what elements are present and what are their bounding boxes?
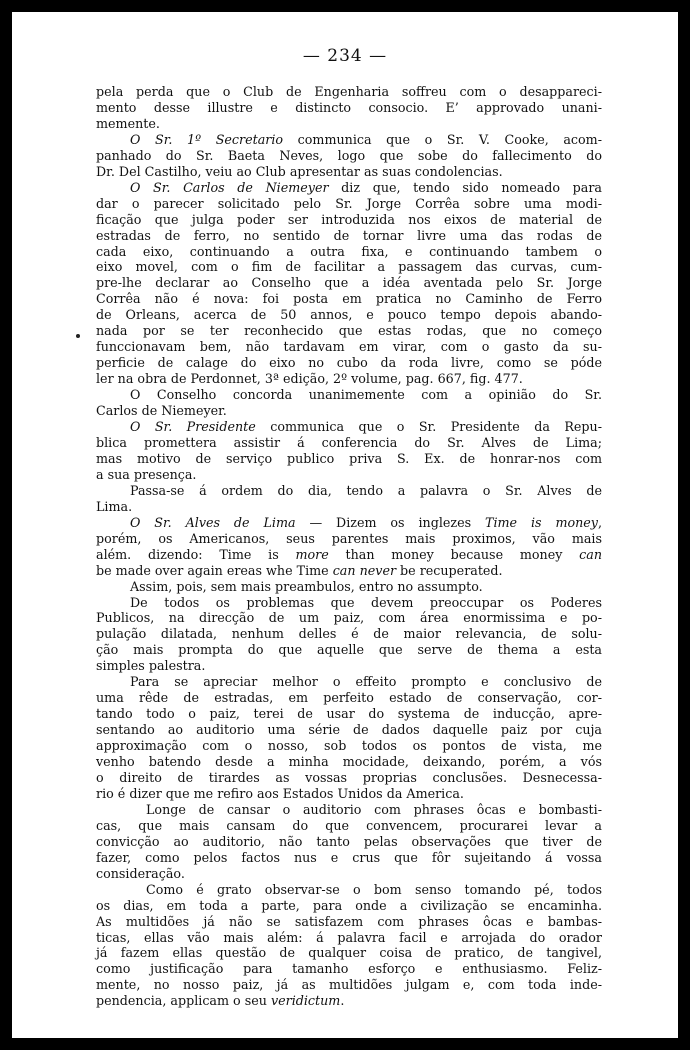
text-line: o direito de tirardes as vossas proprias conclusões. Desnecessa- (96, 769, 602, 785)
text-line: De todos os problemas que devem preoccupar os Poderes (130, 594, 602, 610)
text-line: Como é grato observar-se o bom senso tomando pé, todos (146, 881, 602, 897)
paragraph (96, 419, 602, 483)
text-line: ler na obra de Perdonnet, 3ª edição, 2º volume, pag. 667, fig. 477. (96, 371, 523, 387)
text-line: cada eixo, continuando a outra fixa, e continuando tambem o (96, 243, 602, 259)
text-line: be made over again ereas whe Time can never be recuperated. (96, 562, 503, 578)
text-line: O Conselho concorda unanimemente com a opinião do Sr. (130, 387, 602, 403)
text-line: tando todo o paiz, terei de usar do systema de inducção, apre- (96, 706, 602, 722)
text-line: perficie de calage do eixo no cubo da roda livre, como se póde (96, 355, 602, 371)
text-line: approximação com o nosso, sob todos os pontos de vista, me (96, 738, 602, 754)
text-line: cas, que mais cansam do que convencem, procurarei levar a (96, 817, 602, 833)
text-line: O Sr. Carlos de Niemeyer diz que, tendo sido nomeado para (130, 179, 602, 195)
text-line: convicção ao auditorio, não tanto pelas observações que tiver de (96, 833, 602, 849)
text-line: O Sr. 1º Secretario communica que o Sr. V. Cooke, acom- (130, 131, 602, 147)
text-line: de Orleans, acerca de 50 annos, e pouco tempo depois abando- (96, 307, 602, 323)
text-line: fazer, como pelos factos nus e crus que fôr sujeitando á vossa (96, 849, 602, 865)
text-line: pulação dilatada, nenhum delles é de maior relevancia, de solu- (96, 626, 602, 642)
body-text (96, 84, 602, 1009)
text-line: eixo movel, com o fim de facilitar a passagem das curvas, cum- (96, 259, 602, 275)
paragraph (96, 84, 602, 132)
text-line: mento desse illustre e distincto consocio. E’ approvado unani- (96, 99, 602, 115)
text-line: Longe de cansar o auditorio com phrases ôcas e bombasti- (146, 801, 602, 817)
paragraph (96, 180, 602, 387)
text-line: já fazem ellas questão de qualquer coisa de pratico, de tangivel, (96, 945, 602, 961)
text-line: memente. (96, 115, 160, 131)
paragraph (96, 579, 602, 595)
margin-mark (76, 334, 80, 338)
text-line: como justificação para tamanho esforço e enthusiasmo. Feliz- (96, 961, 602, 977)
text-line: venho batendo desde a minha mocidade, deixando, porém, a vós (96, 754, 602, 770)
paragraph (96, 132, 602, 180)
text-line: sentando ao auditorio uma série de dados daquelle paiz por cuja (96, 722, 602, 738)
paragraph (96, 674, 602, 802)
text-line: nada por se ter reconhecido que estas rodas, que no começo (96, 323, 602, 339)
text-line: O Sr. Presidente communica que o Sr. Presidente da Repu- (130, 419, 603, 435)
text-line: além. dizendo: Time is more than money because money can (96, 546, 602, 562)
text-line: estradas de ferro, no sentido de tornar livre uma das rodas de (96, 227, 602, 243)
paragraph (96, 882, 602, 1010)
text-line: O Sr. Alves de Lima — Dizem os inglezes Time is money, (130, 514, 603, 530)
text-line: consideração. (96, 865, 185, 881)
paragraph (96, 595, 602, 675)
text-line: Corrêa não é nova: foi posta em pratica no Caminho de Ferro (96, 291, 602, 307)
text-line: porém, os Americanos, seus parentes mais proximos, vão mais (96, 530, 602, 546)
text-line: Publicos, na direcção de um paiz, com área enormissima e po- (96, 610, 602, 626)
text-line: Dr. Del Castilho, veiu ao Club apresentar as suas condolencias. (96, 163, 503, 179)
document-page (12, 12, 678, 1038)
text-line: dar o parecer solicitado pelo Sr. Jorge Corrêa sobre uma modi- (96, 195, 602, 211)
text-line: funccionavam bem, não tardavam em virar, com o gasto da su- (96, 339, 602, 355)
text-line: uma rêde de estradas, em perfeito estado de conservação, cor- (96, 690, 602, 706)
text-line: simples palestra. (96, 658, 206, 674)
text-line: panhado do Sr. Baeta Neves, logo que sobe do fallecimento do (96, 147, 602, 163)
text-line: mas motivo de serviço publico priva S. Ex. de honrar-nos com (96, 450, 602, 466)
paragraph (96, 483, 602, 515)
paragraph (96, 515, 602, 579)
paragraph (96, 387, 602, 419)
text-line: Lima. (96, 498, 133, 514)
paragraph (96, 802, 602, 882)
text-line: Assim, pois, sem mais preambulos, entro no assumpto. (130, 578, 483, 594)
text-line: ficação que julga poder ser introduzida nos eixos de material de (96, 211, 602, 227)
text-line: a sua presença. (96, 466, 197, 482)
text-line: os dias, em toda a parte, para onde a civilização se encaminha. (96, 897, 602, 913)
text-line: pela perda que o Club de Engenharia soffreu com o desappareci- (96, 84, 602, 99)
text-line: pendencia, applicam o seu veridictum. (96, 993, 345, 1009)
text-line: blica promettera assistir á conferencia do Sr. Alves de Lima; (96, 434, 602, 450)
text-line: As multidões já não se satisfazem com phrases ôcas e bambas- (96, 913, 602, 929)
text-line: ção mais prompta do que aquelle que serve de thema a esta (96, 642, 602, 658)
text-line: Para se apreciar melhor o effeito prompto e conclusivo de (130, 674, 602, 690)
text-line: Passa-se á ordem do dia, tendo a palavra o Sr. Alves de (130, 482, 602, 498)
text-line: pre-lhe declarar ao Conselho que a idéa aventada pelo Sr. Jorge (96, 275, 602, 291)
text-line: mente, no nosso paiz, já as multidões julgam e, com toda inde- (96, 977, 602, 993)
text-line: rio é dizer que me refiro aos Estados Unidos da America. (96, 785, 464, 801)
text-line: ticas, ellas vão mais além: á palavra facil e arrojada do orador (96, 929, 602, 945)
text-line: Carlos de Niemeyer. (96, 403, 227, 419)
page-number: — 234 — (302, 46, 388, 66)
